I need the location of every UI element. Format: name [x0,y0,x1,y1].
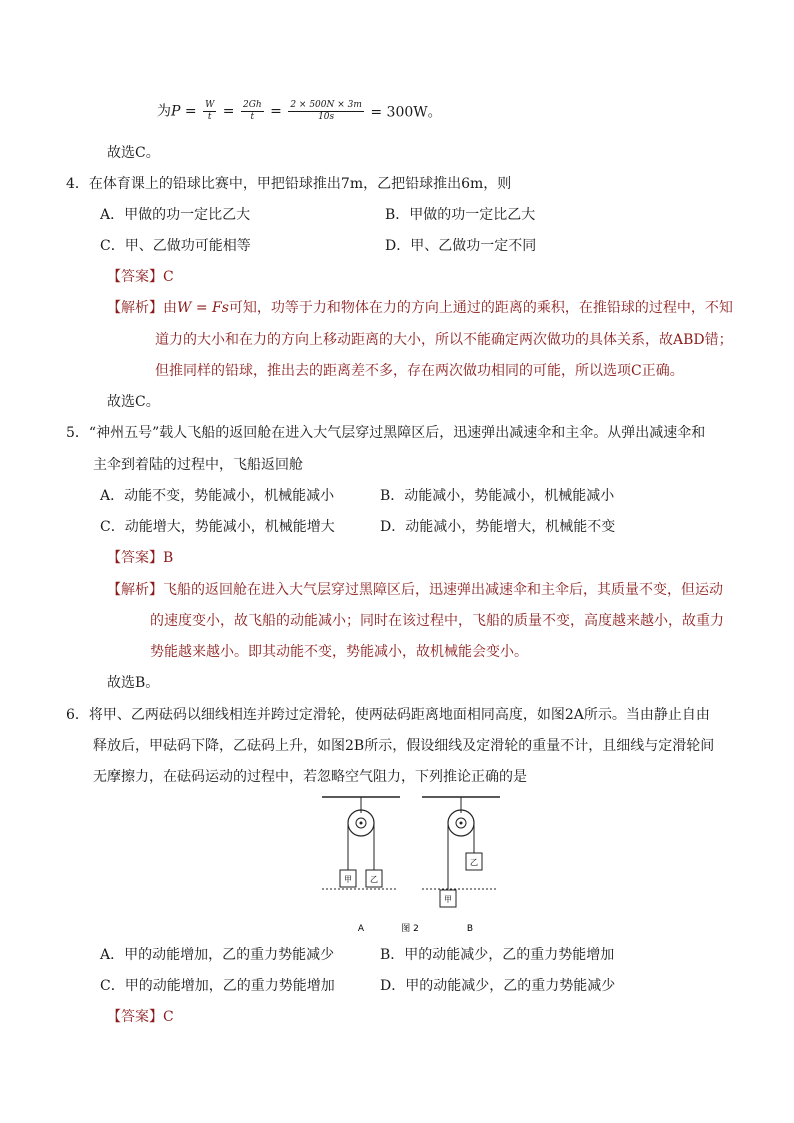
pulley-system-b [422,797,500,907]
q4-option-b: B．甲做的功一定比乙大 [385,207,536,223]
q6-stem-line-1: 6．将甲、乙两砝码以细线相连并跨过定滑轮，使两砝码距离地面相同高度，如图2A所示。当由静止自由 [66,707,710,723]
formula-prefix: 为 [157,103,171,120]
q4-option-c: C．甲、乙做功可能相等 [100,238,251,254]
q5-conclusion: 故选B。 [107,675,160,691]
q6-option-a: A．甲的动能增加，乙的重力势能减少 [100,947,335,963]
q5-option-a: A．动能不变，势能减小，机械能减小 [100,488,335,504]
q5-option-b: B．动能减小，势能减小，机械能减小 [380,488,615,504]
answer-tag: 【答案】 [107,269,163,285]
q6-stem-line-3: 无摩擦力，在砝码运动的过程中，若忽略空气阻力，下列推论正确的是 [93,769,527,785]
figure-label-a: A [357,924,365,934]
fraction-w-over-t: $\frac{W}{t}$ [205,100,215,122]
q6-option-d: D．甲的动能减少，乙的重力势能减少 [380,978,616,994]
q4-stem: 4．在体育课上的铅球比赛中，甲把铅球推出7m，乙把铅球推出6m，则 [66,176,512,192]
q4-analysis-line-1: 【解析】由W = Fs可知，功等于力和物体在力的方向上通过的距离的乘积，在推铅球的过程中，不知 [107,300,733,316]
pulley-system-a [322,797,400,889]
q4-option-d: D．甲、乙做功一定不同 [385,238,537,254]
formula-p: P [171,103,181,120]
q5-answer [107,548,173,568]
formula-eq-2: = [222,103,235,120]
answer-value: C [163,1009,174,1025]
formula-eq-1: = [184,103,197,120]
q4-answer [107,267,174,287]
weight-yi-b-label: 乙 [470,858,478,867]
fraction-numeric: $\frac{2 \times 500N \times 3m}{10s}$ [290,100,362,122]
pulley-figure [310,793,510,938]
answer-tag: 【答案】 [107,1009,163,1025]
answer-tag: 【答案】 [107,550,163,566]
q5-option-d: D．动能减小，势能增大，机械能不变 [380,519,616,535]
q4-conclusion: 故选C。 [107,394,160,410]
analysis-tag: 【解析】 [107,300,163,316]
fraction-2gh-over-t: $\frac{2Gh}{t}$ [242,100,262,122]
work-formula: W = Fs [177,300,229,316]
q6-stem-line-2: 释放后，甲砝码下降，乙砝码上升，如图2B所示，假设细线及定滑轮的重量不计，且细线与定滑轮间 [93,738,715,754]
formula-result: = 300W。 [370,104,442,121]
q5-analysis-line-2: 的速度变小，故飞船的动能减小；同时在该过程中，飞船的质量不变，高度越来越小，故重力 [150,613,724,629]
power-formula [157,100,442,132]
q5-analysis-line-1: 【解析】飞船的返回舱在进入大气层穿过黑障区后，迅速弹出减速伞和主伞后，其质量不变，但运动 [107,582,723,598]
q6-option-b: B．甲的动能减少，乙的重力势能增加 [380,947,615,963]
answer-value: B [163,550,174,566]
figure-caption: 图 2 [401,924,419,934]
q5-option-c: C．动能增大，势能减小，机械能增大 [100,519,335,535]
q6-option-c: C．甲的动能增加，乙的重力势能增加 [100,978,335,994]
q5-analysis-line-3: 势能越来越小。即其动能不变，势能减小，故机械能会变小。 [150,644,528,660]
q5-stem-line-2: 主伞到着陆的过程中，飞船返回舱 [93,457,303,473]
q4-analysis-line-2: 道力的大小和在力的方向上移动距离的大小，所以不能确定两次做功的具体关系，故ABD错； [155,332,733,348]
weight-jia-b-label: 甲 [444,895,452,904]
weight-yi-a-label: 乙 [370,875,378,884]
analysis-tag: 【解析】 [107,582,163,598]
weight-jia-a-label: 甲 [344,875,352,884]
q3-conclusion: 故选C。 [107,145,160,161]
q4-option-a: A．甲做的功一定比乙大 [100,207,251,223]
answer-value: C [163,269,174,285]
figure-label-b: B [466,924,474,934]
q4-analysis-line-3: 但推同样的铅球，推出去的距离差不多，存在两次做功相同的可能，所以选项C正确。 [155,363,684,379]
q6-answer [107,1007,174,1027]
q5-stem-line-1: 5．“神州五号”载人飞船的返回舱在进入大气层穿过黑障区后，迅速弹出减速伞和主伞。从弹出减速伞和 [66,425,706,441]
formula-eq-3: = [270,103,282,120]
